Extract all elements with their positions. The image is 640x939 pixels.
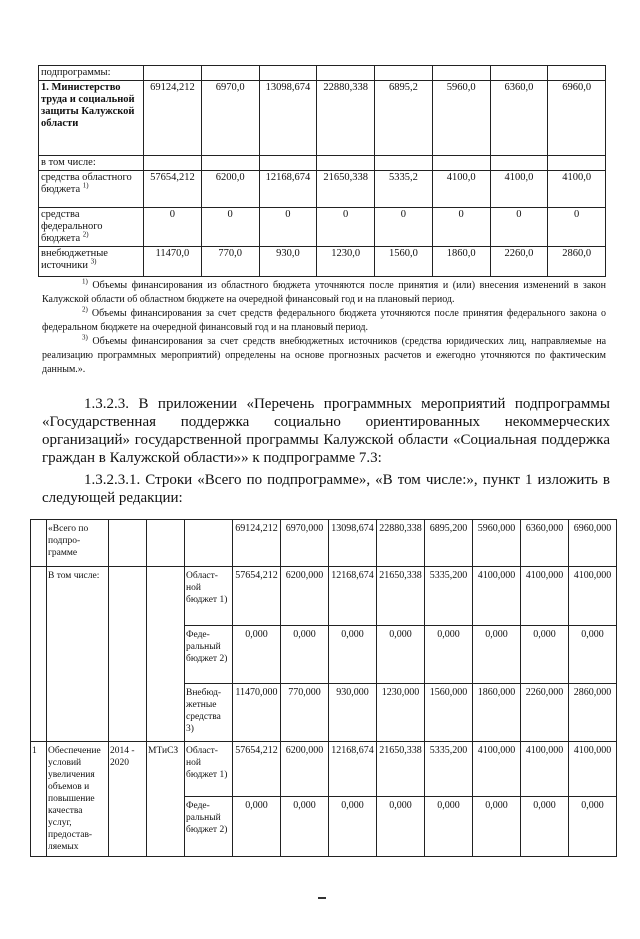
value-cell: 0,000 bbox=[281, 797, 329, 857]
value-cell: 0,000 bbox=[377, 626, 425, 684]
row-label-text: внебюджетные источники bbox=[41, 248, 108, 271]
value-cell: 0,000 bbox=[521, 626, 569, 684]
executor-cell bbox=[147, 520, 185, 567]
value-cell bbox=[317, 66, 375, 81]
table-row bbox=[39, 66, 606, 81]
footnote-ref: 3) bbox=[90, 257, 97, 266]
item-number: 1 bbox=[31, 742, 47, 857]
value-cell: 6200,000 bbox=[281, 567, 329, 626]
value-cell: 0,000 bbox=[521, 797, 569, 857]
value-cell bbox=[144, 156, 202, 171]
value-cell bbox=[432, 156, 490, 171]
value-cell: 69124,212 bbox=[233, 520, 281, 567]
value-cell: 6960,000 bbox=[569, 520, 617, 567]
item-period: 2014 - 2020 bbox=[109, 742, 147, 857]
value-cell: 12168,674 bbox=[259, 171, 317, 208]
value-cell: 0 bbox=[259, 208, 317, 247]
row-label bbox=[39, 208, 144, 247]
value-cell: 5960,000 bbox=[473, 520, 521, 567]
source-cell: Внебюд-жетные средства 3) bbox=[185, 684, 233, 742]
row-label-text: в том числе: bbox=[41, 157, 96, 168]
num-cell bbox=[31, 520, 47, 567]
footnote-mark: 1) bbox=[82, 277, 88, 286]
row-label-text: подпрограммы: bbox=[41, 67, 111, 78]
value-cell: 0 bbox=[490, 208, 548, 247]
source-cell: Феде-ральный бюджет 2) bbox=[185, 797, 233, 857]
value-cell: 6895,200 bbox=[425, 520, 473, 567]
paragraph-1-3-2-3-1: 1.3.2.3.1. Строки «Всего по подпрограмме», «В том числе:», пункт 1 изложить в следующей редакции: bbox=[42, 472, 610, 506]
footnote bbox=[42, 279, 606, 307]
source-cell: Област-ной бюджет 1) bbox=[185, 742, 233, 797]
table-row bbox=[31, 567, 617, 626]
row-label bbox=[39, 66, 144, 81]
value-cell: 13098,674 bbox=[259, 81, 317, 156]
table-row bbox=[39, 171, 606, 208]
value-cell bbox=[375, 156, 433, 171]
footnote-mark: 2) bbox=[82, 305, 88, 314]
value-cell: 2860,0 bbox=[548, 247, 606, 277]
value-cell: 770,000 bbox=[281, 684, 329, 742]
funding-table-2 bbox=[30, 519, 617, 857]
executor-cell bbox=[147, 567, 185, 742]
value-cell: 0 bbox=[317, 208, 375, 247]
value-cell: 5960,0 bbox=[432, 81, 490, 156]
value-cell: 0,000 bbox=[377, 797, 425, 857]
value-cell: 21650,338 bbox=[317, 171, 375, 208]
value-cell: 6970,0 bbox=[201, 81, 259, 156]
row-label: В том числе: bbox=[47, 567, 109, 742]
row-label bbox=[39, 171, 144, 208]
value-cell: 6200,000 bbox=[281, 742, 329, 797]
value-cell: 1860,000 bbox=[473, 684, 521, 742]
value-cell: 1560,000 bbox=[425, 684, 473, 742]
value-cell bbox=[259, 156, 317, 171]
value-cell: 57654,212 bbox=[233, 567, 281, 626]
value-cell: 2260,000 bbox=[521, 684, 569, 742]
table-row bbox=[39, 81, 606, 156]
value-cell: 0,000 bbox=[281, 626, 329, 684]
value-cell: 6960,0 bbox=[548, 81, 606, 156]
value-cell: 0,000 bbox=[569, 797, 617, 857]
value-cell: 0 bbox=[375, 208, 433, 247]
value-cell: 57654,212 bbox=[233, 742, 281, 797]
value-cell: 4100,0 bbox=[548, 171, 606, 208]
row-label bbox=[39, 156, 144, 171]
value-cell: 0 bbox=[144, 208, 202, 247]
table-row bbox=[31, 742, 617, 797]
value-cell: 1230,000 bbox=[377, 684, 425, 742]
value-cell: 0,000 bbox=[473, 797, 521, 857]
value-cell: 0,000 bbox=[473, 626, 521, 684]
period-cell bbox=[109, 567, 147, 742]
period-cell bbox=[109, 520, 147, 567]
num-cell bbox=[31, 567, 47, 742]
value-cell: 4100,000 bbox=[569, 742, 617, 797]
item-name: Обеспечение условий увеличения объемов и повышение качества услуг, предостав-ляемых bbox=[47, 742, 109, 857]
value-cell: 0 bbox=[432, 208, 490, 247]
value-cell: 0,000 bbox=[329, 626, 377, 684]
value-cell: 6360,000 bbox=[521, 520, 569, 567]
source-cell: Област-ной бюджет 1) bbox=[185, 567, 233, 626]
value-cell: 0,000 bbox=[425, 797, 473, 857]
value-cell: 4100,000 bbox=[521, 567, 569, 626]
row-label-text: 1. Министерство труда и социальной защиты Калужской области bbox=[41, 82, 135, 129]
value-cell: 770,0 bbox=[201, 247, 259, 277]
value-cell: 22880,338 bbox=[377, 520, 425, 567]
value-cell bbox=[375, 66, 433, 81]
footnote-ref: 1) bbox=[82, 181, 89, 190]
value-cell: 0 bbox=[548, 208, 606, 247]
value-cell: 13098,674 bbox=[329, 520, 377, 567]
value-cell: 0,000 bbox=[425, 626, 473, 684]
value-cell: 1560,0 bbox=[375, 247, 433, 277]
table-row bbox=[39, 156, 606, 171]
value-cell: 930,000 bbox=[329, 684, 377, 742]
value-cell: 11470,0 bbox=[144, 247, 202, 277]
value-cell bbox=[259, 66, 317, 81]
value-cell bbox=[144, 66, 202, 81]
value-cell: 21650,338 bbox=[377, 742, 425, 797]
value-cell: 4100,000 bbox=[473, 567, 521, 626]
table-row bbox=[39, 247, 606, 277]
row-label-text: средства областного бюджета bbox=[41, 172, 132, 195]
footnote-text: Объемы финансирования за счет средств внебюджетных источников (средства юридических лиц, направляемые на реализацию программных мероприятий) определены на основе прогнозных расчетов и ежегодно уточняются по фактическим данным.». bbox=[42, 336, 607, 375]
value-cell bbox=[490, 66, 548, 81]
value-cell: 2860,000 bbox=[569, 684, 617, 742]
value-cell: 1860,0 bbox=[432, 247, 490, 277]
value-cell: 4100,000 bbox=[521, 742, 569, 797]
value-cell bbox=[317, 156, 375, 171]
footnote bbox=[42, 307, 606, 335]
footnote-ref: 2) bbox=[82, 230, 89, 239]
footnote-mark: 3) bbox=[82, 333, 88, 342]
value-cell bbox=[548, 66, 606, 81]
value-cell: 6200,0 bbox=[201, 171, 259, 208]
value-cell: 11470,000 bbox=[233, 684, 281, 742]
value-cell bbox=[201, 156, 259, 171]
row-label bbox=[39, 247, 144, 277]
value-cell: 0,000 bbox=[329, 797, 377, 857]
value-cell bbox=[432, 66, 490, 81]
funding-table-1 bbox=[38, 65, 606, 277]
value-cell bbox=[201, 66, 259, 81]
source-cell: Феде-ральный бюджет 2) bbox=[185, 626, 233, 684]
item-executor: МТиСЗ bbox=[147, 742, 185, 857]
footnote bbox=[42, 335, 606, 377]
value-cell: 5335,200 bbox=[425, 742, 473, 797]
value-cell: 0,000 bbox=[233, 797, 281, 857]
value-cell: 12168,674 bbox=[329, 567, 377, 626]
value-cell: 4100,0 bbox=[432, 171, 490, 208]
value-cell: 0,000 bbox=[233, 626, 281, 684]
value-cell: 6360,0 bbox=[490, 81, 548, 156]
value-cell: 4100,000 bbox=[473, 742, 521, 797]
value-cell: 0,000 bbox=[569, 626, 617, 684]
value-cell: 1230,0 bbox=[317, 247, 375, 277]
value-cell: 12168,674 bbox=[329, 742, 377, 797]
table-row bbox=[31, 520, 617, 567]
row-label: «Всего по подпро-грамме bbox=[47, 520, 109, 567]
value-cell: 2260,0 bbox=[490, 247, 548, 277]
value-cell: 22880,338 bbox=[317, 81, 375, 156]
footnote-text: Объемы финансирования за счет средств федерального бюджета уточняются после принятия федерального закона о федеральном бюджете на очередной финансовый год и на плановый период. bbox=[42, 308, 607, 333]
row-label-text: средства федерального бюджета bbox=[41, 209, 103, 244]
value-cell: 0 bbox=[201, 208, 259, 247]
value-cell bbox=[548, 156, 606, 171]
paragraph-1-3-2-3: 1.3.2.3. В приложении «Перечень программных мероприятий подпрограммы «Государственная поддержка социально ориентированных некоммерческих организаций» государственной программы Калужской области «Социальная поддержка граждан в Калужской области»» к подпрограмме 7.3: bbox=[42, 396, 610, 466]
value-cell bbox=[490, 156, 548, 171]
value-cell: 4100,000 bbox=[569, 567, 617, 626]
table-row bbox=[39, 208, 606, 247]
value-cell: 4100,0 bbox=[490, 171, 548, 208]
scan-mark bbox=[318, 897, 326, 899]
value-cell: 69124,212 bbox=[144, 81, 202, 156]
value-cell: 930,0 bbox=[259, 247, 317, 277]
source-cell bbox=[185, 520, 233, 567]
value-cell: 6970,000 bbox=[281, 520, 329, 567]
value-cell: 5335,2 bbox=[375, 171, 433, 208]
value-cell: 57654,212 bbox=[144, 171, 202, 208]
value-cell: 6895,2 bbox=[375, 81, 433, 156]
footnote-text: Объемы финансирования из областного бюджета уточняются после принятия и (или) внесения изменений в закон Калужской области об областном бюджете на очередной финансовый год и на плановый период. bbox=[42, 280, 606, 305]
value-cell: 21650,338 bbox=[377, 567, 425, 626]
footnotes bbox=[42, 279, 606, 377]
row-label bbox=[39, 81, 144, 156]
value-cell: 5335,200 bbox=[425, 567, 473, 626]
